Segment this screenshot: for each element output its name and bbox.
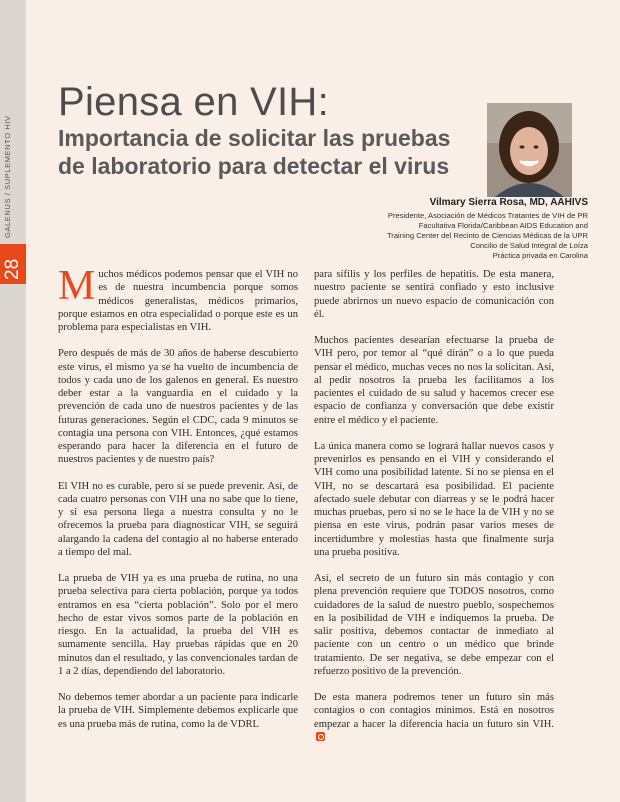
magazine-section-label: GALENUS / SUPLEMENTO HIV [3,115,12,238]
body-paragraph: De esta manera podremos tener un futuro sin más contagios o con contagios mínimos. Está en nosotros empezar a hacer la diferencia hacia un futuro sin VIH. [314,691,554,744]
author-affiliations [248,211,588,261]
body-paragraph: La única manera como se logrará hallar nuevos casos y prevenirlos es pensando en el VIH y considerando el VIH como una posibilidad latente. Si no se piensa en el VIH, no se descartará esa posibilidad. El paciente afectado suele debutar con diarreas y se le podrá hacer muchas pruebas, pero si no se le hace la de VIH y no se piensa en este virus, podrán pasar varios meses de incertidumbre y molestias hasta que finalmente surja una prueba positiva. [314,440,554,558]
page-number: 28 [2,258,23,280]
affiliation-line: Presidente, Asociación de Médicos Tratantes de VIH de PR [387,211,588,220]
drop-cap: M [58,263,96,309]
article-title: Piensa en VIH: [58,80,330,124]
author-photo [487,103,572,197]
body-paragraph: La prueba de VIH ya es una prueba de rutina, no una prueba selectiva para cierta población, porque ya todos entramos en esa “cierta población”. Solo por el mero hecho de estar vivos somos parte de la población en riesgo. En la actualidad, la prueba del VIH es sumamente sencilla. Hay pruebas rápidas que en 20 minutos dan el resultado, y las convencionales tardan de 1 a 2 días, dependiendo del laboratorio. [58,573,298,677]
affiliation-line: Facultativa Florida/Caribbean AIDS Education and [418,221,588,230]
end-mark-icon [316,732,325,741]
body-paragraph: para sífilis y los perfiles de hepatitis. De esta manera, nuestro paciente se sentirá confiado y esto inclusive puede abrirnos un nuevo espacio de comunicación con él. [314,269,554,320]
author-portrait-icon [487,103,572,197]
affiliation-line: Concilio de Salud Integral de Loíza [470,241,588,250]
body-paragraph: Muchos médicos podemos pensar que el VIH no es de nuestra incumbencia porque somos médicos generalistas, médicos primarios, porque estamos en otra especialidad o porque este es un problema para especialistas en VIH. [58,263,298,333]
body-paragraph: El VIH no es curable, pero sí se puede prevenir. Así, de cada cuatro personas con VIH una no sabe que lo tiene, y si esa persona llega a nuestra consulta y no le ofrecemos la prueba para diagnosticar VIH, se seguirá alargando la cadena del contagio al no haberse enterado a tiempo del mal. [58,480,298,558]
body-paragraph: Pero después de más de 30 años de haberse descubierto este virus, el mismo ya se ha vuelto de incumbencia de todos y cada uno de los galenos en general. Es nuestro deber estar a la vanguardia en el cuidado y la prevención de cada uno de nuestros pacientes y de las futuras generaciones. Según el CDC, cada 9 minutos se contagia una persona con VIH. Entonces, ¿qué estamos esperando para hacer la diferencia en el futuro de nuestros pacientes y de nuestro país? [58,348,298,466]
author-name: Vilmary Sierra Rosa, MD, AAHIVS [429,197,588,208]
body-column-left [58,263,298,744]
article-subtitle: Importancia de solicitar las pruebas de laboratorio para detectar el virus [58,125,451,179]
affiliation-line: Práctica privada en Carolina [492,251,588,260]
body-paragraph: Así, el secreto de un futuro sin más contagio y con plena prevención requiere que TODOS nosotros, como cuidadores de la salud de nuestro pueblo, sospechemos en la posibilidad de VIH e indiquemos la prueba. De salir positiva, debemos contactar de inmediato al paciente con un centro o un médico que brinde tratamiento. De ser negativa, se debe empezar con el refuerzo positivo de la prevención. [314,573,554,677]
body-paragraph: Muchos pacientes desearían efectuarse la prueba de VIH pero, por temor al “qué dirán” o a lo que pueda pensar el médico, muchas veces no nos la solicitan. Así, al pedir nosotros la prueba les facilitamos a los pacientes el cuidado de su salud y hacemos crecer ese espacio de confianza y conversación que debe existir entre el médico y el paciente. [314,335,554,426]
body-column-right [314,268,554,757]
affiliation-line: Training Center del Recinto de Ciencias Médicas de la UPR [386,231,588,240]
body-paragraph: No debemos temer abordar a un paciente para indicarle la prueba de VIH. Simplemente debemos explicarle que es una prueba más de rutina, como la de VDRL [58,692,298,730]
